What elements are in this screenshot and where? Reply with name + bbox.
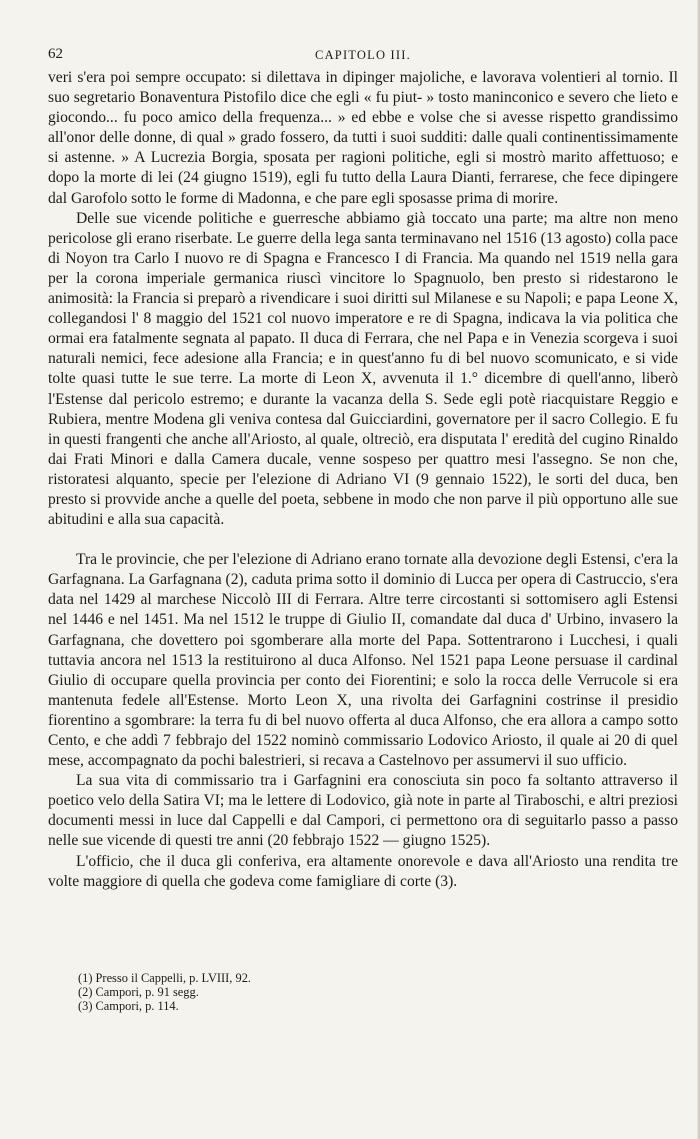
running-head: CAPITOLO III. bbox=[315, 48, 411, 62]
footnote-2: (2) Campori, p. 91 segg. bbox=[78, 985, 199, 999]
footnote-1: (1) Presso il Cappelli, p. LVIII, 92. bbox=[78, 971, 251, 985]
page-number: 62 bbox=[48, 46, 63, 62]
main-text bbox=[48, 68, 678, 892]
section-gap bbox=[48, 530, 678, 550]
paragraph-1: veri s'era poi sempre occupato: si dilettava in dipinger majoliche, e lavorava volentieri al tornio. Il suo segretario Bonaventura Pistofilo dice che egli « fu piut- » tosto maninconico e severo che lieto e giocondo... fu poco amico della frequenza... » ed ebbe e volse che si avesse rispetto grandissimo all'onor delle donne, di qual » grado fossero, da tutti i suoi sudditi: dalle quali continentissimamente si astenne. » A Lucrezia Borgia, sposata per ragioni politiche, egli si mostrò marito affettuoso; e dopo la morte di lei (24 giugno 1519), egli fu tutto della Laura Dianti, ferrarese, che fece dipingere dal Garofolo sotto le forme di Madonna, e che pare egli sposasse prima di morire. bbox=[48, 69, 678, 207]
page-header bbox=[48, 46, 678, 66]
paragraph-2: Delle sue vicende politiche e guerresche abbiamo già toccato una parte; ma altre non meno pericolose gli erano riserbate. Le guerre della lega santa terminavano nel 1516 (13 agosto) colla pace di Noyon tra Carlo I nuovo re di Spagna e Francesco I di Francia. Ma quando nel 1519 nella gara per la corona imperiale germanica riuscì vincitore lo Spagnuolo, ben presto si ridestarono le animosità: la Francia si preparò a rivendicare i suoi diritti sul Milanese e su Napoli; e papa Leone X, collegandosi l' 8 maggio del 1521 col nuovo imperatore e re di Spagna, indicava la via politica che ormai era fatalmente segnata al papato. Il duca di Ferrara, che nel Papa e in Venezia scorgeva i suoi naturali nemici, fece adesione alla Francia; e in quest'anno fu di bel nuovo scomunicato, e si vide tolte quasi tutte le sue terre. La morte di Leon X, avvenuta il 1.° dicembre di quell'anno, liberò l'Estense dal pericolo estremo; e durante la vacanza della S. Sede egli potè riacquistare Reggio e Rubiera, mentre Modena gli veniva contesa dal Guicciardini, governatore per il sacro Collegio. E fu in questi frangenti che anche all'Ariosto, al quale, oltreciò, era disputata l' eredità del cugino Rinaldo dai Frati Minori e dalla Camera ducale, venne sospeso per quattro mesi l'assegno. Se non che, ristoratesi alquanto, specie per l'elezione di Adriano VI (9 gennaio 1522), le sorti del duca, ben presto si provvide anche a quelle del poeta, sebbene in modo che non parve il più opportuno alle sue abitudini e alla sua capacità. bbox=[48, 209, 678, 529]
paragraph-3: Tra le provincie, che per l'elezione di Adriano erano tornate alla devozione degli Estensi, c'era la Garfagnana. La Garfagnana (2), caduta prima sotto il dominio di Lucca per opera di Castruccio, s'era data nel 1429 al marchese Niccolò III di Ferrara. Altre terre circostanti si sottomisero agli Estensi nel 1446 e nel 1451. Ma nel 1512 le truppe di Giulio II, comandate dal duca d' Urbino, invasero la Garfagnana, che dovettero poi sgomberare alla morte del Papa. Sottentrarono i Lucchesi, i quali tuttavia ancora nel 1513 la restituirono al duca Alfonso. Nel 1521 papa Leone persuase il cardinal Giulio di occupare quella provincia per conto dei Fiorentini; e solo la rocca delle Verrucole si era mantenuta fedele all'Estense. Morto Leon X, una rivolta dei Garfagnini costrinse il presidio fiorentino a sgombrare: la terra fu di bel nuovo offerta al duca Alfonso, che era allora a campo sotto Cento, e che addì 7 febbrajo del 1522 nominò commissario Lodovico Ariosto, il quale ai 20 di quel mese, accompagnato da pochi balestrieri, si recava a Castelnovo per assumervi il suo ufficio. bbox=[48, 551, 678, 770]
paragraph-5: L'officio, che il duca gli conferiva, era altamente onorevole e dava all'Ariosto una rendita tre volte maggiore di quella che godeva come famigliare di corte (3). bbox=[48, 852, 678, 890]
footnote-3: (3) Campori, p. 114. bbox=[78, 999, 179, 1013]
footnotes bbox=[78, 971, 638, 1013]
paragraph-4: La sua vita di commissario tra i Garfagnini era conosciuta sin poco fa soltanto attraverso il poetico velo della Satira VI; ma le lettere di Lodovico, già note in parte al Tiraboschi, e altri preziosi documenti messi in luce dal Cappelli e dal Campori, ci permettono ora di seguitarlo passo a passo nelle sue vicende di questi tre anni (20 febbrajo 1522 — giugno 1525). bbox=[48, 772, 678, 850]
